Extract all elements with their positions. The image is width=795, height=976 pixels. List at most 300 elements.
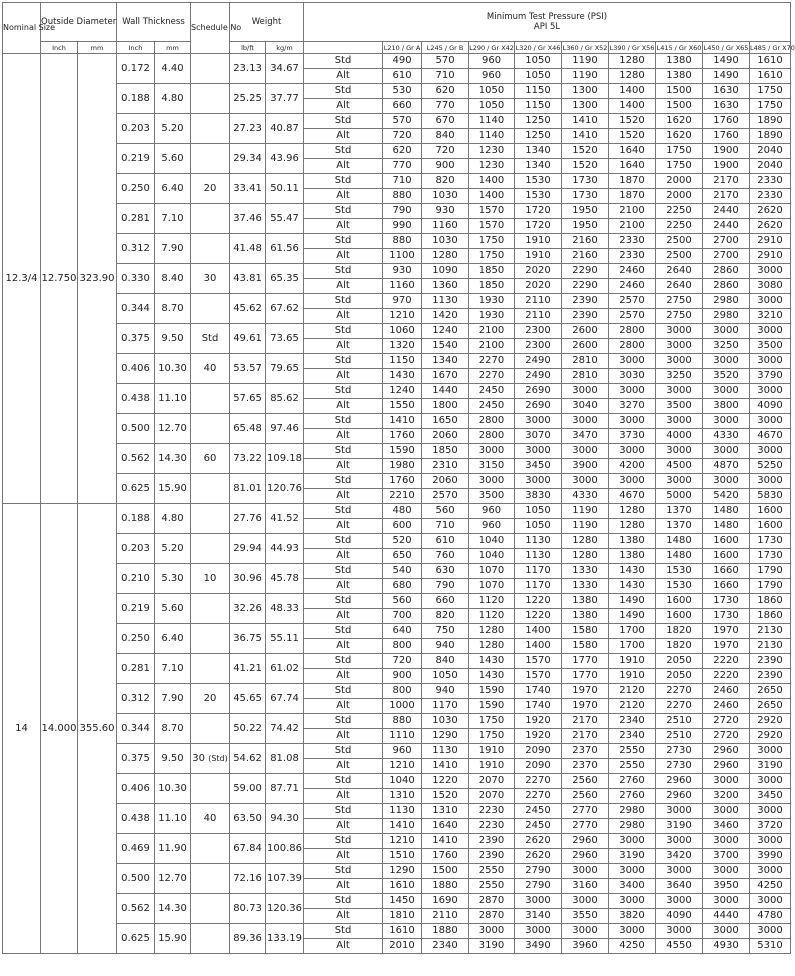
pressure-cell: 2270 [656,684,703,699]
wall-mm-cell: 5.20 [155,534,191,564]
wall-mm-cell: 11.10 [155,384,191,414]
schedule-cell [191,594,230,624]
pressure-cell: 2070 [469,774,515,789]
pressure-cell: 1860 [750,594,791,609]
pressure-cell: 1640 [609,144,656,159]
wall-inch-cell: 0.250 [117,174,155,204]
pressure-cell: 3450 [515,459,562,474]
pressure-cell: 3250 [703,339,750,354]
pressure-cell: 1610 [750,54,791,69]
pressure-cell: 2960 [703,759,750,774]
weight-kgm-cell: 74.42 [266,714,304,744]
pressure-cell: 3790 [750,369,791,384]
pressure-cell: 1720 [515,219,562,234]
table-row [3,714,791,729]
pressure-cell: 1050 [469,99,515,114]
pressure-cell: 1620 [656,114,703,129]
pressure-cell: 3960 [562,939,609,954]
pressure-cell: 2230 [469,804,515,819]
pressure-cell: 1730 [750,534,791,549]
schedule-cell [191,744,230,774]
pressure-cell: 490 [383,54,422,69]
pressure-cell: 1520 [609,129,656,144]
od-mm-cell: 355.60 [78,504,117,954]
pressure-cell: 1580 [562,639,609,654]
pressure-cell: 1210 [383,309,422,324]
pressure-cell: 2620 [515,834,562,849]
pressure-cell: 1250 [515,114,562,129]
pressure-cell: 2730 [656,759,703,774]
wall-mm-cell: 5.20 [155,114,191,144]
pressure-cell: 3000 [609,474,656,489]
grade-header: L245 / Gr B [422,42,469,54]
pressure-cell: 1630 [703,99,750,114]
pressure-cell: 4250 [609,939,656,954]
pressure-cell: 1640 [422,819,469,834]
grade-type-cell: Alt [304,819,383,834]
pressure-cell: 1070 [469,564,515,579]
table-row [3,894,791,909]
pressure-cell: 2720 [703,729,750,744]
pressure-cell: 840 [422,654,469,669]
pressure-cell: 3000 [750,864,791,879]
pressure-cell: 1440 [422,384,469,399]
weight-lbft-cell: 33.41 [230,174,266,204]
pressure-cell: 2010 [383,939,422,954]
pressure-cell: 1140 [469,114,515,129]
pressure-cell: 3820 [609,909,656,924]
pressure-cell: 4090 [750,399,791,414]
grade-header: L320 / Gr X46 [515,43,561,52]
pressure-cell: 1730 [562,174,609,189]
grade-type-cell: Alt [304,369,383,384]
pressure-cell: 1610 [383,924,422,939]
grade-type-cell: Std [304,504,383,519]
table-row [3,654,791,669]
wall-mm-cell: 10.30 [155,354,191,384]
pressure-cell: 1430 [609,579,656,594]
wall-inch-cell: 0.312 [117,234,155,264]
weight-kgm-cell: 55.47 [266,204,304,234]
grade-type-cell: Std [304,234,383,249]
pressure-cell: 3000 [515,924,562,939]
pressure-cell: 2550 [609,759,656,774]
grade-type-cell: Alt [304,309,383,324]
weight-header: Weight [230,3,304,42]
pressure-cell: 1430 [609,564,656,579]
unit-header: mm [155,42,191,54]
pressure-cell: 5420 [703,489,750,504]
grade-type-cell: Alt [304,339,383,354]
pressure-cell: 2570 [609,309,656,324]
header-row-main [3,3,791,42]
grade-type-cell: Alt [304,99,383,114]
pressure-cell: 2510 [656,714,703,729]
pressure-cell: 3000 [750,264,791,279]
table-row [3,924,791,939]
pressure-cell: 3150 [469,459,515,474]
grade-type-header-blank [304,42,383,54]
pressure-cell: 2460 [609,279,656,294]
pressure-cell: 3000 [750,384,791,399]
grade-type-cell: Std [304,144,383,159]
grade-type-cell: Alt [304,909,383,924]
pressure-cell: 2960 [703,744,750,759]
pressure-cell: 2920 [750,714,791,729]
schedule-cell [191,204,230,234]
pressure-cell: 570 [422,54,469,69]
pressure-cell: 1130 [422,744,469,759]
grade-type-cell: Alt [304,459,383,474]
pressure-cell: 1690 [422,894,469,909]
pressure-cell: 3000 [609,384,656,399]
pressure-cell: 2750 [656,294,703,309]
pressure-cell: 3000 [656,894,703,909]
pressure-cell: 960 [383,744,422,759]
pressure-cell: 3250 [656,369,703,384]
weight-lbft-cell: 73.22 [230,444,266,474]
grade-type-cell: Alt [304,759,383,774]
weight-kgm-cell: 107.39 [266,864,304,894]
grade-type-cell: Alt [304,519,383,534]
pressure-cell: 2450 [515,804,562,819]
pressure-cell: 1570 [469,219,515,234]
pressure-cell: 1980 [383,459,422,474]
pressure-cell: 2330 [609,249,656,264]
pressure-cell: 2720 [703,714,750,729]
wall-inch-cell: 0.219 [117,144,155,174]
wall-inch-cell: 0.562 [117,444,155,474]
pressure-cell: 2870 [469,909,515,924]
pressure-cell: 1530 [656,579,703,594]
pressure-cell: 2600 [562,339,609,354]
wall-mm-cell: 7.10 [155,204,191,234]
grade-type-cell: Std [304,834,383,849]
pressure-cell: 2290 [562,264,609,279]
wall-inch-cell: 0.625 [117,924,155,954]
pressure-cell: 3520 [703,369,750,384]
pressure-cell: 1770 [562,654,609,669]
schedule-cell [191,864,230,894]
pressure-cell: 710 [422,69,469,84]
grade-type-cell: Std [304,354,383,369]
pressure-cell: 3000 [609,894,656,909]
pressure-cell: 1490 [609,594,656,609]
weight-lbft-cell: 23.13 [230,54,266,84]
pressure-cell: 1190 [562,69,609,84]
pressure-cell: 2770 [562,804,609,819]
weight-lbft-cell: 41.21 [230,654,266,684]
pressure-cell: 2980 [609,804,656,819]
weight-kgm-cell: 61.56 [266,234,304,264]
pressure-cell: 1770 [562,669,609,684]
pressure-cell: 1130 [515,534,562,549]
wall-inch-cell: 0.500 [117,414,155,444]
pressure-cell: 2620 [750,204,791,219]
pressure-cell: 2650 [750,684,791,699]
pressure-cell: 1410 [562,114,609,129]
table-row [3,534,791,549]
wall-mm-cell: 11.10 [155,804,191,834]
pressure-cell: 4330 [562,489,609,504]
schedule-value: 40 [203,362,217,374]
pressure-cell: 660 [422,594,469,609]
weight-kgm-cell: 37.77 [266,84,304,114]
pressure-cell: 3000 [703,324,750,339]
wall-inch-cell: 0.330 [117,264,155,294]
pressure-cell: 2980 [703,309,750,324]
pressure-cell: 2690 [515,384,562,399]
schedule-cell [191,354,230,384]
wall-inch-cell: 0.281 [117,654,155,684]
pressure-cell: 1900 [703,159,750,174]
pressure-cell: 3470 [562,429,609,444]
pressure-cell: 2130 [750,639,791,654]
pressure-cell: 1910 [515,249,562,264]
pressure-cell: 1740 [515,699,562,714]
pressure-cell: 2230 [469,819,515,834]
table-row [3,684,791,699]
pressure-cell: 4200 [609,459,656,474]
wall-mm-cell: 8.40 [155,264,191,294]
pressure-cell: 2450 [469,384,515,399]
schedule-cell [191,54,230,84]
pressure-cell: 1570 [515,669,562,684]
pressure-cell: 1750 [469,729,515,744]
weight-lbft-cell: 59.00 [230,774,266,804]
pressure-cell: 2000 [656,174,703,189]
pressure-cell: 2730 [656,744,703,759]
table-row [3,354,791,369]
pressure-cell: 3000 [703,834,750,849]
grade-type-cell: Std [304,924,383,939]
weight-lbft-cell: 29.34 [230,144,266,174]
pressure-cell: 1370 [656,504,703,519]
unit-header: kg/m [266,42,304,54]
pressure-cell: 1190 [562,54,609,69]
grade-type-cell: Alt [304,549,383,564]
weight-kgm-cell: 67.62 [266,294,304,324]
wall-mm-cell: 6.40 [155,174,191,204]
pressure-cell: 1410 [422,759,469,774]
grade-type-cell: Std [304,444,383,459]
pressure-cell: 720 [383,654,422,669]
pressure-cell: 1910 [469,759,515,774]
pressure-cell: 2050 [656,669,703,684]
wall-inch-cell: 0.344 [117,294,155,324]
pressure-cell: 1240 [383,384,422,399]
pressure-cell: 2500 [656,234,703,249]
pressure-cell: 3420 [656,849,703,864]
test-pressure-title: Minimum Test Pressure (PSI) [486,12,608,22]
pressure-cell: 3000 [515,474,562,489]
weight-kgm-cell: 41.52 [266,504,304,534]
weight-lbft-cell: 41.48 [230,234,266,264]
grade-type-cell: Std [304,384,383,399]
pressure-cell: 2620 [750,219,791,234]
pressure-cell: 2450 [515,819,562,834]
pressure-cell: 1880 [422,924,469,939]
pressure-cell: 770 [422,99,469,114]
pressure-cell: 1060 [383,324,422,339]
pressure-cell: 2760 [609,774,656,789]
grade-type-cell: Alt [304,729,383,744]
grade-type-cell: Alt [304,699,383,714]
pressure-cell: 2960 [562,849,609,864]
pressure-cell: 1530 [656,564,703,579]
pressure-cell: 480 [383,504,422,519]
pressure-cell: 3000 [656,384,703,399]
weight-kgm-cell: 79.65 [266,354,304,384]
pressure-cell: 1820 [656,624,703,639]
pressure-cell: 1130 [383,804,422,819]
pressure-cell: 620 [422,84,469,99]
pressure-cell: 1030 [422,234,469,249]
pressure-cell: 1490 [703,54,750,69]
grade-type-cell: Std [304,204,383,219]
pressure-cell: 2550 [469,864,515,879]
pressure-cell: 940 [422,684,469,699]
pressure-cell: 2860 [703,264,750,279]
weight-lbft-cell: 27.76 [230,504,266,534]
wall-mm-cell: 4.80 [155,504,191,534]
pressure-cell: 800 [383,684,422,699]
pressure-cell: 2510 [656,729,703,744]
pressure-cell: 3190 [469,939,515,954]
grade-type-cell: Alt [304,249,383,264]
pressure-cell: 2040 [750,144,791,159]
weight-kgm-cell: 87.71 [266,774,304,804]
weight-kgm-cell: 100.86 [266,834,304,864]
pressure-cell: 3000 [703,894,750,909]
pressure-cell: 1380 [562,609,609,624]
pressure-cell: 750 [422,624,469,639]
pressure-cell: 1310 [383,789,422,804]
pressure-cell: 1750 [656,159,703,174]
pressure-cell: 1480 [703,519,750,534]
pressure-cell: 1570 [469,204,515,219]
wall-inch-cell: 0.312 [117,684,155,714]
pressure-cell: 1410 [383,414,422,429]
pressure-cell: 2270 [515,789,562,804]
pressure-cell: 3000 [703,354,750,369]
pressure-cell: 3000 [469,924,515,939]
pressure-cell: 1380 [656,69,703,84]
pressure-cell: 1410 [422,834,469,849]
pressure-cell: 1810 [383,909,422,924]
pressure-cell: 1520 [562,144,609,159]
wall-mm-cell: 9.50 [155,324,191,354]
pressure-cell: 1520 [562,159,609,174]
pressure-cell: 4440 [703,909,750,924]
weight-kgm-cell: 34.67 [266,54,304,84]
pressure-cell: 4500 [656,459,703,474]
wall-mm-cell: 7.90 [155,684,191,714]
pressure-cell: 1760 [703,114,750,129]
pressure-cell: 1130 [515,549,562,564]
pressure-cell: 1140 [469,129,515,144]
pressure-cell: 540 [383,564,422,579]
weight-lbft-cell: 30.96 [230,564,266,594]
wall-mm-cell: 7.90 [155,234,191,264]
pressure-cell: 2100 [609,219,656,234]
pressure-cell: 1600 [750,519,791,534]
pressure-cell: 650 [383,549,422,564]
pressure-cell: 2860 [703,279,750,294]
pressure-cell: 2760 [609,789,656,804]
pressure-cell: 1970 [562,684,609,699]
pressure-cell: 1490 [609,609,656,624]
wall-mm-cell: 12.70 [155,864,191,894]
wall-inch-cell: 0.469 [117,834,155,864]
grade-type-cell: Std [304,84,383,99]
pressure-cell: 1600 [656,609,703,624]
schedule-cell [191,504,230,534]
schedule-cell [191,684,230,714]
weight-lbft-cell: 54.62 [230,744,266,774]
pressure-cell: 1850 [469,264,515,279]
pressure-cell: 4930 [703,939,750,954]
pressure-cell: 1540 [422,339,469,354]
grade-header: L485 / Gr X70 [750,43,795,52]
pressure-cell: 3000 [609,444,656,459]
grade-type-cell: Std [304,324,383,339]
grade-type-cell: Alt [304,189,383,204]
od-mm-cell: 323.90 [78,54,117,504]
pressure-cell: 1380 [656,54,703,69]
pressure-cell: 2460 [703,699,750,714]
pressure-cell: 1590 [469,684,515,699]
weight-kgm-cell: 67.74 [266,684,304,714]
pressure-cell: 680 [383,579,422,594]
grade-type-cell: Std [304,594,383,609]
pressure-cell: 1760 [422,849,469,864]
pressure-cell: 2330 [609,234,656,249]
table-row [3,594,791,609]
pressure-cell: 4550 [656,939,703,954]
pressure-cell: 1380 [562,594,609,609]
table-row [3,294,791,309]
schedule-value: 20 [203,182,217,194]
weight-kgm-cell: 48.33 [266,594,304,624]
pressure-cell: 880 [383,189,422,204]
pressure-cell: 2300 [515,339,562,354]
pressure-cell: 560 [383,594,422,609]
pressure-cell: 1280 [562,534,609,549]
pressure-cell: 2500 [656,249,703,264]
table-row [3,744,791,759]
pressure-cell: 1750 [750,99,791,114]
pressure-cell: 3640 [656,879,703,894]
pressure-cell: 770 [383,159,422,174]
table-row [3,324,791,339]
pressure-cell: 1490 [703,69,750,84]
pressure-cell: 1040 [383,774,422,789]
schedule-cell [191,474,230,504]
pressure-cell: 1890 [750,129,791,144]
pressure-cell: 2440 [703,204,750,219]
grade-type-cell: Alt [304,579,383,594]
wall-inch-cell: 0.210 [117,564,155,594]
pressure-cell: 2390 [562,309,609,324]
pressure-cell: 820 [422,174,469,189]
pressure-cell: 700 [383,609,422,624]
grade-type-cell: Alt [304,489,383,504]
pressure-cell: 630 [422,564,469,579]
schedule-value: 40 [203,812,217,824]
weight-lbft-cell: 37.46 [230,204,266,234]
grade-type-cell: Alt [304,879,383,894]
